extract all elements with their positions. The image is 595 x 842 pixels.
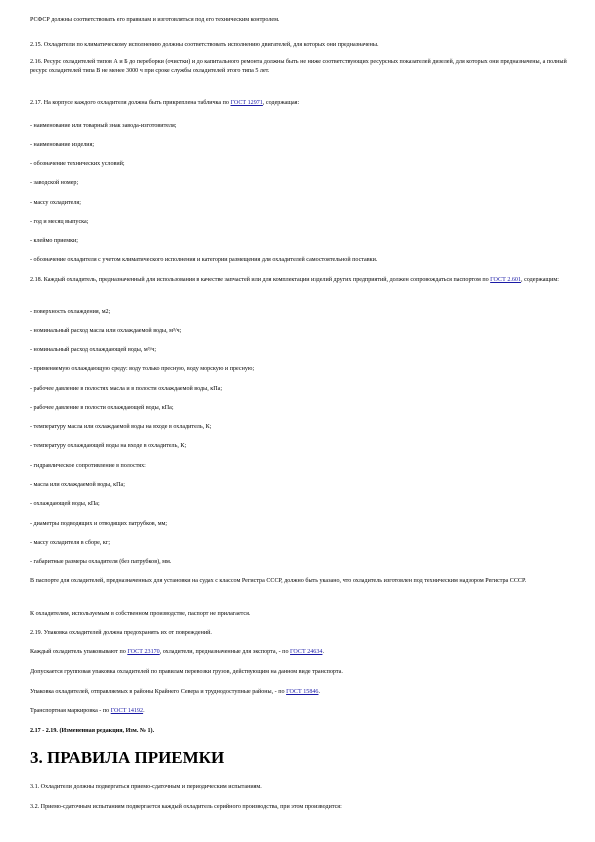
list-item: - рабочее давление в полостях масла и в полости охлаждаемой воды, кПа; [30,386,223,392]
gost-link[interactable]: ГОСТ 12971 [230,100,263,106]
list-item: - диаметры подводящих и отводящих патрубков, мм; [30,521,168,527]
paragraph: 3.1. Охладители должны подвергаться приемо-сдаточным и периодическим испытаниям. [30,784,262,790]
list-item: - наименование или товарный знак завода-изготовителя; [30,123,177,129]
list-item: - температуру масла или охлаждаемой воды на входе в охладитель, К; [30,424,212,430]
list-item: - гидравлическое сопротивление в полостях: [30,463,146,469]
list-item: - номинальный расход охлаждающей воды, м³/ч; [30,347,157,353]
paragraph: 2.18. Каждый охладитель, предназначенный для использования в качестве запчастей или для комплектации изделий других предприятий, должен сопровождаться паспортом по ГОСТ 2.601, содержащим: [30,277,559,283]
paragraph: 2.17. На корпусе каждого охладителя должна быть прикреплена табличка по ГОСТ 12971, содержащая: [30,100,300,106]
list-item: - клеймо приемки; [30,238,78,244]
list-item: - массу охладителя в сборе, кг; [30,540,111,546]
list-item: - обозначение технических условий; [30,161,125,167]
list-item: - массу охладителя; [30,200,81,206]
paragraph: 2.16. Ресурс охладителей типов А и Б до переборки (очистки) и до капитального ремонта должны быть не ниже соответствующих ресурсных показателей дизелей, для которых они предназначены, а полный ресурс охладителей типа В не менее 3000 ч при сроке службы охладителей этого типа 5 лет. [30,59,567,74]
gost-link[interactable]: ГОСТ 23170 [127,649,160,655]
paragraph: Транспортная маркировка - по ГОСТ 14192. [30,708,145,714]
list-item: - масла или охлаждаемой воды, кПа; [30,482,125,488]
gost-link[interactable]: ГОСТ 2.601 [490,277,522,283]
list-item: - габаритные размеры охладителя (без патрубков), мм. [30,559,172,565]
paragraph: 2.19. Упаковка охладителей должна предохранять их от повреждений. [30,630,212,636]
list-item: - наименование изделия; [30,142,95,148]
gost-link[interactable]: ГОСТ 14192 [110,708,144,714]
list-item: - обозначение охладителя с учетом климатического исполнения и категории размещения для охладителей самостоятельной поставки. [30,257,378,263]
list-item: - год и месяц выпуска; [30,219,89,225]
section-heading: 3. ПРАВИЛА ПРИЕМКИ [30,748,225,767]
paragraph: Упаковка охладителей, отправляемых в районы Крайнего Севера и труднодоступные районы, - по ГОСТ 15846. [30,689,321,695]
paragraph: 3.2. Приемо-сдаточным испытаниям подвергается каждый охладитель серийного производства, при этом производится: [30,804,342,810]
paragraph: К охладителям, используемым в собственном производстве, паспорт не прилагается. [30,611,251,617]
gost-link[interactable]: ГОСТ 15846 [286,689,319,695]
paragraph: Каждый охладитель упаковывают по ГОСТ 23170, охладители, предназначенные для экспорта, - по ГОСТ 24634. [30,649,324,655]
paragraph: Допускается групповая упаковка охладителей по правилам перевозки грузов, действующим на данном виде транспорта. [30,669,343,675]
paragraph: В паспорте для охладителей, предназначенных для установки на судах с классом Регистра СССР, должно быть указано, что охладитель изготовлен под техническим надзором Регистра СССР. [30,578,527,584]
list-item: - применяемую охлаждающую среду: воду только пресную, воду морскую и пресную; [30,366,255,372]
list-item: - охлаждающей воды, кПа; [30,501,100,507]
list-item: - поверхность охлаждения, м2; [30,309,111,315]
gost-link[interactable]: ГОСТ 24634 [290,649,323,655]
list-item: - номинальный расход масла или охлаждаемой воды, м³/ч; [30,328,182,334]
paragraph: 2.15. Охладители по климатическому исполнению должны соответствовать исполнению двигателей, для которых они предназначены. [30,42,379,48]
amendment-note: 2.17 - 2.19. (Измененная редакция, Изм. № 1). [30,728,155,734]
list-item: - рабочее давление в полости охлаждающей воды, кПа; [30,405,174,411]
list-item: - заводской номер; [30,180,79,186]
paragraph: РСФСР должны соответствовать его правилам и изготовляться под его техническим контролем. [30,17,280,23]
list-item: - температуру охлаждающей воды на входе в охладитель, К; [30,443,187,449]
